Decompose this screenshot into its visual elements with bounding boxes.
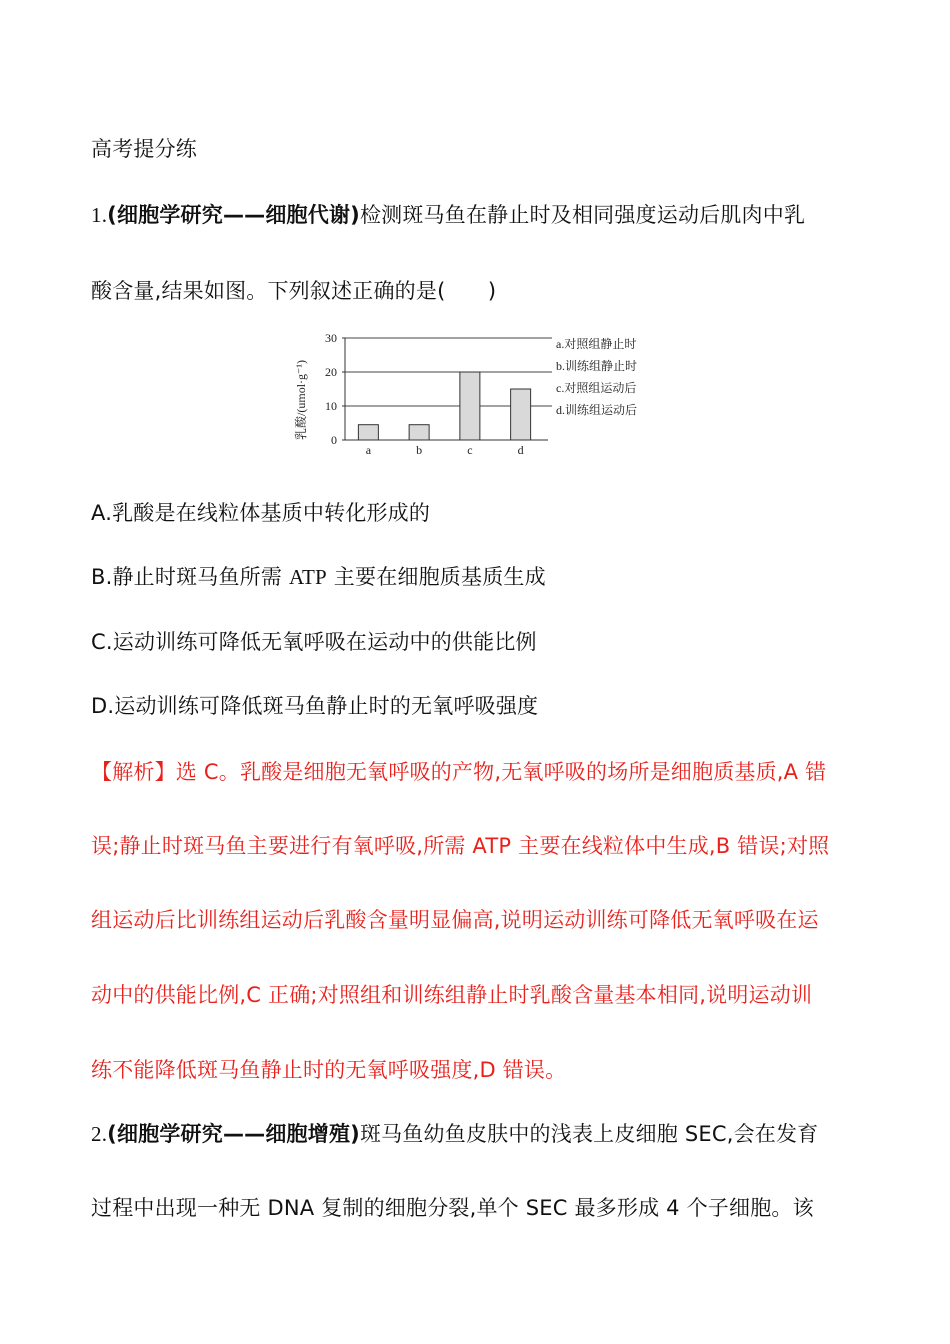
option-b-text-1: B.静止时斑马鱼所需	[91, 565, 289, 589]
chart-y-tick-label: 0	[331, 433, 337, 447]
question-2-stem: 斑马鱼幼鱼皮肤中的浅表上皮细胞 SEC,会在发育	[359, 1122, 819, 1146]
lactic-acid-bar-chart	[290, 330, 670, 460]
question-2-line-1	[91, 1119, 818, 1149]
chart-y-tick-label: 10	[325, 399, 337, 413]
option-c: C.运动训练可降低无氧呼吸在运动中的供能比例	[91, 630, 537, 654]
analysis-line-5: 练不能降低斑马鱼静止时的无氧呼吸强度,D 错误。	[91, 1058, 567, 1082]
chart-bar	[511, 389, 531, 440]
chart-legend-entry: d.训练组运动后	[556, 403, 638, 417]
question-1-stem: 检测斑马鱼在静止时及相同强度运动后肌肉中乳	[359, 203, 806, 227]
option-b	[91, 562, 546, 592]
chart-legend-entry: c.对照组运动后	[556, 381, 637, 395]
option-b-atp: ATP	[288, 565, 327, 589]
chart-x-tick-label: c	[467, 443, 473, 457]
chart-y-axis-label: 乳酸/(umol·g⁻¹)	[294, 360, 308, 440]
chart-legend	[556, 336, 637, 417]
question-1-tag: (细胞学研究——细胞代谢)	[107, 203, 360, 227]
chart-bar	[358, 425, 378, 440]
chart-bar	[409, 425, 429, 440]
chart-y-tick-label: 20	[325, 365, 337, 379]
analysis-line-4: 动中的供能比例,C 正确;对照组和训练组静止时乳酸含量基本相同,说明运动训	[91, 983, 813, 1007]
chart-x-tick-label: b	[416, 443, 423, 457]
question-1-line-1	[91, 200, 805, 230]
question-1-line-2: 酸含量,结果如图。下列叙述正确的是( )	[91, 279, 497, 303]
option-b-text-2: 主要在细胞质基质生成	[326, 565, 546, 589]
option-a: A.乳酸是在线粒体基质中转化形成的	[91, 501, 431, 525]
analysis-line-1: 【解析】选 C。乳酸是细胞无氧呼吸的产物,无氧呼吸的场所是细胞质基质,A 错	[91, 760, 827, 784]
chart-y-tick-label: 30	[325, 331, 337, 345]
option-d: D.运动训练可降低斑马鱼静止时的无氧呼吸强度	[91, 694, 539, 718]
section-title: 高考提分练	[91, 137, 197, 161]
analysis-line-2: 误;静止时斑马鱼主要进行有氧呼吸,所需 ATP 主要在线粒体中生成,B 错误;对照	[91, 834, 830, 858]
chart-legend-entry: a.对照组静止时	[556, 337, 637, 351]
chart-bar	[460, 372, 480, 440]
chart-legend-entry: b.训练组静止时	[556, 359, 638, 373]
question-1-number: 1.	[91, 203, 108, 227]
question-2-tag: (细胞学研究——细胞增殖)	[107, 1122, 360, 1146]
question-2-number: 2.	[91, 1122, 108, 1146]
chart-x-tick-label: d	[517, 443, 524, 457]
chart-x-tick-label: a	[365, 443, 372, 457]
question-2-line-2: 过程中出现一种无 DNA 复制的细胞分裂,单个 SEC 最多形成 4 个子细胞。该	[91, 1196, 814, 1220]
analysis-line-3: 组运动后比训练组运动后乳酸含量明显偏高,说明运动训练可降低无氧呼吸在运	[91, 908, 819, 932]
